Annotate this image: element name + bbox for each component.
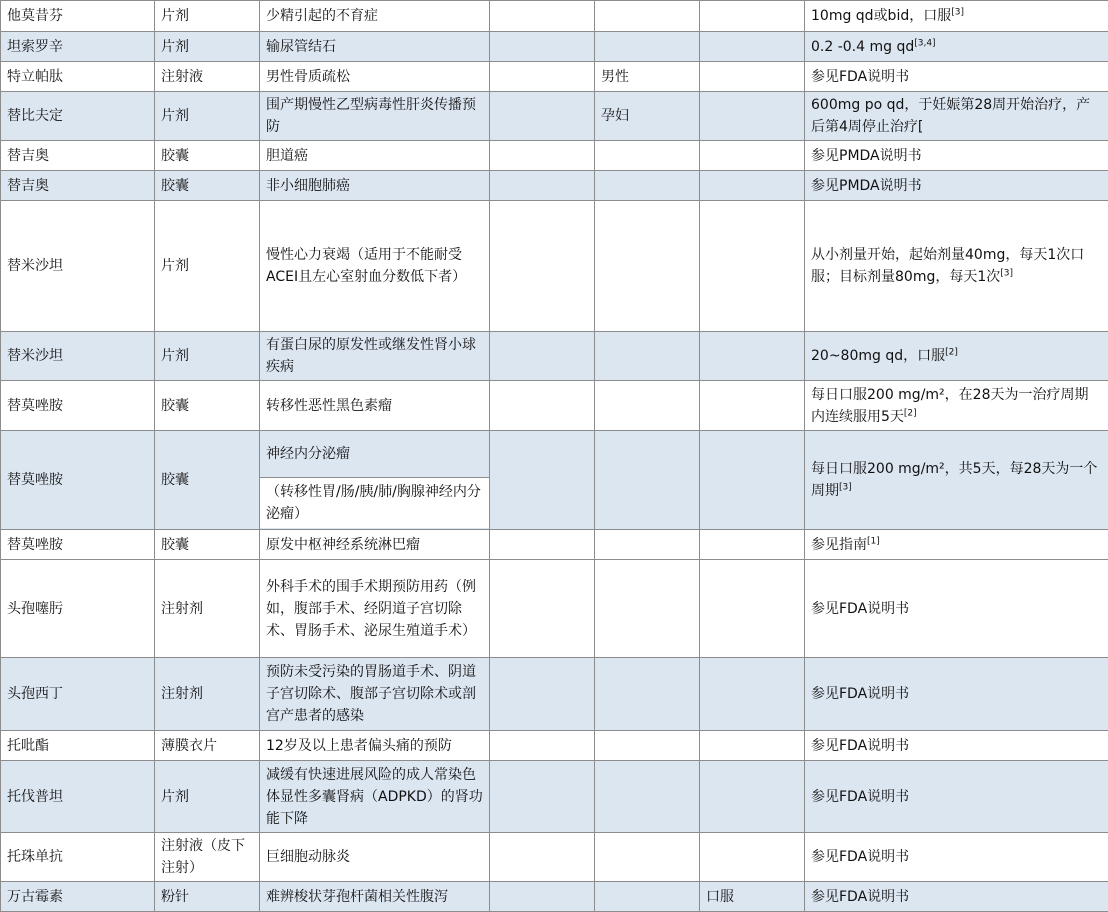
population [595, 560, 700, 658]
empty-cell [490, 530, 595, 560]
indication: 原发中枢神经系统淋巴瘤 [260, 530, 490, 560]
empty-cell [490, 833, 595, 882]
indication: 巨细胞动脉炎 [260, 833, 490, 882]
indication: 有蛋白尿的原发性或继发性肾小球疾病 [260, 332, 490, 381]
drug-name: 头孢噻肟 [1, 560, 155, 658]
drug-name: 坦索罗辛 [1, 32, 155, 62]
indication: 外科手术的围手术期预防用药（例如，腹部手术、经阴道子宫切除术、胃肠手术、泌尿生殖道手术） [260, 560, 490, 658]
table-row [1, 530, 1108, 560]
dosage-form: 胶囊 [155, 171, 260, 201]
drug-name: 替吉奥 [1, 141, 155, 171]
dosage-text: 参见FDA说明书 [811, 600, 910, 617]
empty-cell [490, 32, 595, 62]
indication: 减缓有快速进展风险的成人常染色体显性多囊肾病（ADPKD）的肾功能下降 [260, 761, 490, 833]
table-row [1, 731, 1108, 761]
table-row [1, 92, 1108, 141]
table-row [1, 833, 1108, 882]
route [700, 62, 805, 92]
route [700, 381, 805, 431]
table-row [1, 560, 1108, 658]
empty-cell [490, 1, 595, 32]
indication: 输尿管结石 [260, 32, 490, 62]
dosage-form: 片剂 [155, 201, 260, 332]
population [595, 381, 700, 431]
population [595, 530, 700, 560]
population [595, 833, 700, 882]
empty-cell [490, 201, 595, 332]
indication: 少精引起的不育症 [260, 1, 490, 32]
dosage [805, 32, 1108, 62]
empty-cell [490, 141, 595, 171]
population: 孕妇 [595, 92, 700, 141]
indication: 难辨梭状芽孢杆菌相关性腹泻 [260, 882, 490, 912]
table-row [1, 32, 1108, 62]
dosage-form: 注射剂 [155, 560, 260, 658]
drug-name: 替莫唑胺 [1, 381, 155, 431]
dosage-text: 每日口服200 mg/m²，共5天，每28天为一个周期 [811, 461, 1098, 499]
empty-cell [490, 92, 595, 141]
drug-name: 替比夫定 [1, 92, 155, 141]
route [700, 141, 805, 171]
table-row [1, 658, 1108, 731]
empty-cell [490, 731, 595, 761]
dosage-form: 胶囊 [155, 381, 260, 431]
dosage [805, 141, 1108, 171]
dosage [805, 731, 1108, 761]
empty-cell [490, 560, 595, 658]
indication [260, 431, 490, 530]
reference-mark: [2] [945, 347, 958, 358]
dosage-form: 粉针 [155, 882, 260, 912]
drug-name: 托伐普坦 [1, 761, 155, 833]
table-row [1, 141, 1108, 171]
indication: 慢性心力衰竭（适用于不能耐受ACEI且左心室射血分数低下者） [260, 201, 490, 332]
dosage-text: 600mg po qd，于妊娠第28周开始治疗，产后第4周停止治疗[ [811, 97, 1091, 135]
drug-name: 万古霉素 [1, 882, 155, 912]
dosage [805, 431, 1108, 530]
table-row [1, 882, 1108, 912]
route [700, 530, 805, 560]
dosage-text: 参见FDA说明书 [811, 686, 910, 702]
dosage [805, 201, 1108, 332]
indication-main: 神经内分泌瘤 [260, 431, 489, 477]
table-row [1, 431, 1108, 530]
reference-mark: [3,4] [914, 37, 936, 48]
population [595, 171, 700, 201]
route [700, 560, 805, 658]
table-row [1, 1, 1108, 32]
route [700, 431, 805, 530]
population [595, 201, 700, 332]
route [700, 833, 805, 882]
drug-name: 替莫唑胺 [1, 431, 155, 530]
population [595, 32, 700, 62]
table-row [1, 381, 1108, 431]
population [595, 141, 700, 171]
dosage-text: 参见FDA说明书 [811, 849, 910, 865]
drug-name: 替吉奥 [1, 171, 155, 201]
population [595, 431, 700, 530]
population: 男性 [595, 62, 700, 92]
route [700, 658, 805, 731]
population [595, 731, 700, 761]
dosage [805, 92, 1108, 141]
route [700, 201, 805, 332]
route [700, 32, 805, 62]
dosage-form: 片剂 [155, 332, 260, 381]
dosage [805, 833, 1108, 882]
table-row [1, 201, 1108, 332]
empty-cell [490, 332, 595, 381]
dosage-text: 从小剂量开始，起始剂量40mg，每天1次口服；目标剂量80mg，每天1次 [811, 247, 1085, 285]
reference-mark: [2] [903, 407, 917, 418]
route [700, 171, 805, 201]
dosage [805, 1, 1108, 32]
indication: 转移性恶性黑色素瘤 [260, 381, 490, 431]
indication: 预防未受污染的胃肠道手术、阴道子宫切除术、腹部子宫切除术或剖宫产患者的感染 [260, 658, 490, 731]
dosage [805, 658, 1108, 731]
dosage-form: 胶囊 [155, 141, 260, 171]
population [595, 332, 700, 381]
dosage-form: 注射液（皮下注射） [155, 833, 260, 882]
indication: 12岁及以上患者偏头痛的预防 [260, 731, 490, 761]
population [595, 658, 700, 731]
dosage [805, 171, 1108, 201]
dosage [805, 882, 1108, 912]
route [700, 761, 805, 833]
table-row [1, 332, 1108, 381]
indication: 非小细胞肺癌 [260, 171, 490, 201]
dosage-text: 参见FDA说明书 [811, 68, 910, 85]
reference-mark: [3] [839, 482, 852, 493]
drug-name: 特立帕肽 [1, 62, 155, 92]
empty-cell [490, 62, 595, 92]
dosage-form: 注射液 [155, 62, 260, 92]
route: 口服 [700, 882, 805, 912]
empty-cell [490, 431, 595, 530]
drug-name: 替米沙坦 [1, 332, 155, 381]
drug-name: 托珠单抗 [1, 833, 155, 882]
dosage [805, 560, 1108, 658]
dosage-text: 每日口服200 mg/m²，在28天为一治疗周期内连续服用5天 [811, 386, 1089, 425]
dosage [805, 62, 1108, 92]
dosage [805, 332, 1108, 381]
route [700, 332, 805, 381]
dosage-text: 10mg qd或bid，口服 [811, 8, 952, 24]
dosage-text: 参见指南 [811, 536, 867, 553]
indication: 围产期慢性乙型病毒性肝炎传播预防 [260, 92, 490, 141]
dosage [805, 761, 1108, 833]
route [700, 731, 805, 761]
dosage-form: 胶囊 [155, 530, 260, 560]
dosage-text: 参见FDA说明书 [811, 888, 910, 905]
empty-cell [490, 658, 595, 731]
drug-name: 替莫唑胺 [1, 530, 155, 560]
empty-cell [490, 882, 595, 912]
reference-mark: [3] [951, 7, 964, 18]
dosage-form: 片剂 [155, 1, 260, 32]
table-row [1, 171, 1108, 201]
dosage-text: 20~80mg qd，口服 [811, 348, 946, 364]
drug-name: 托吡酯 [1, 731, 155, 761]
route [700, 1, 805, 32]
dosage-form: 薄膜衣片 [155, 731, 260, 761]
indication: 胆道癌 [260, 141, 490, 171]
dosage-text: 参见FDA说明书 [811, 788, 910, 805]
route [700, 92, 805, 141]
dosage-form: 片剂 [155, 92, 260, 141]
dosage-text: 参见PMDA说明书 [811, 177, 922, 194]
dosage-text: 0.2 -0.4 mg qd [811, 38, 915, 55]
drug-name: 头孢西丁 [1, 658, 155, 731]
population [595, 1, 700, 32]
empty-cell [490, 761, 595, 833]
dosage-text: 参见FDA说明书 [811, 737, 910, 754]
dosage [805, 530, 1108, 560]
reference-mark: [1] [867, 535, 880, 546]
empty-cell [490, 171, 595, 201]
population [595, 761, 700, 833]
empty-cell [490, 381, 595, 431]
indication-subtype: （转移性胃/肠/胰/肺/胸腺神经内分泌瘤） [260, 477, 489, 528]
dosage [805, 381, 1108, 431]
dosage-form: 片剂 [155, 32, 260, 62]
table-row [1, 761, 1108, 833]
dosage-text: 参见PMDA说明书 [811, 147, 922, 164]
population [595, 882, 700, 912]
dosage-form: 片剂 [155, 761, 260, 833]
table-row [1, 62, 1108, 92]
reference-mark: [3] [1000, 268, 1013, 279]
drug-name: 替米沙坦 [1, 201, 155, 332]
drug-name: 他莫昔芬 [1, 1, 155, 32]
dosage-form: 注射剂 [155, 658, 260, 731]
indication: 男性骨质疏松 [260, 62, 490, 92]
dosage-form: 胶囊 [155, 431, 260, 530]
